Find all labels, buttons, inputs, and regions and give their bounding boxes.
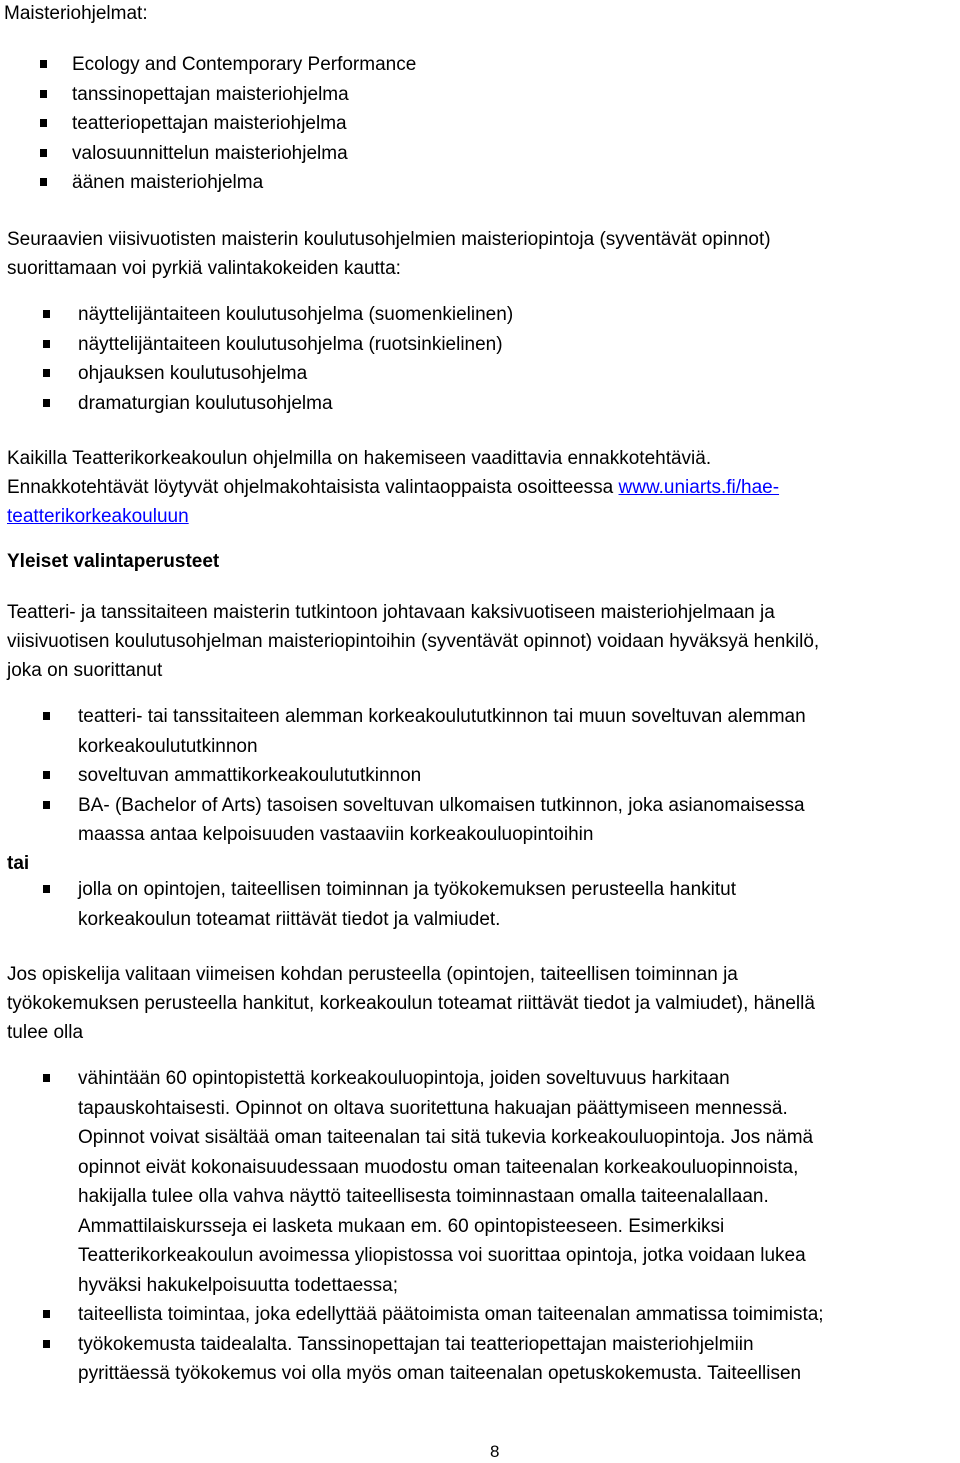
list-item: dramaturgian koulutusohjelma <box>43 389 513 419</box>
bullet-square-icon <box>40 60 47 68</box>
requirements-list <box>43 1064 824 1389</box>
bullet-square-icon <box>43 340 50 348</box>
list-item: jolla on opintojen, taiteellisen toiminnan ja työkokemuksen perusteella hankitut korkeakoulun toteamat riittävät tiedot ja valmiudet. <box>43 875 736 934</box>
bullet-square-icon <box>43 1340 50 1348</box>
list-item: BA- (Bachelor of Arts) tasoisen soveltuvan ulkomaisen tutkinnon, joka asianomaisessa maassa antaa kelpoisuuden vastaaviin korkeakouluopintoihin <box>43 791 806 850</box>
bullet-square-icon <box>40 178 47 186</box>
last-criterion-intro: Jos opiskelija valitaan viimeisen kohdan perusteella (opintojen, taiteellisen toiminnan ja työkokemuksen perusteella hankitut, korkeakoulun toteamat riittävät tiedot ja valmiudet), hänellä tulee olla <box>7 964 815 1043</box>
eligibility-list <box>43 702 806 850</box>
bullet-square-icon <box>43 369 50 377</box>
or-label: tai <box>7 853 30 874</box>
bullet-square-icon <box>43 1310 50 1318</box>
uniarts-link[interactable]: www.uniarts.fi/hae- <box>618 477 780 498</box>
general-intro: Teatteri- ja tanssitaiteen maisterin tutkintoon johtavaan kaksivuotiseen maisteriohjelmaan ja viisivuotisen koulutusohjelman maisteriopintoihin (syventävät opinnot) voidaan hyväksyä henkilö, joka on suorittanut <box>7 602 820 681</box>
bullet-square-icon <box>43 771 50 779</box>
list-item: näyttelijäntaiteen koulutusohjelma (ruotsinkielinen) <box>43 330 513 360</box>
list-item: työkokemusta taidealalta. Tanssinopettajan tai teatteriopettajan maisteriohjelmiin pyrittäessä työkokemus voi olla myös oman taiteenalan opetuskokemusta. Taiteellisen <box>43 1330 824 1389</box>
list-item: taiteellista toimintaa, joka edellyttää päätoimista oman taiteenalan ammatissa toimimista; <box>43 1300 824 1330</box>
bullet-square-icon <box>40 90 47 98</box>
bullet-square-icon <box>43 399 50 407</box>
list-item: Ecology and Contemporary Performance <box>40 50 416 80</box>
five-year-programme-list <box>43 300 513 418</box>
programme-list <box>40 50 416 198</box>
bullet-square-icon <box>43 1074 50 1082</box>
list-item: ohjauksen koulutusohjelma <box>43 359 513 389</box>
section-title: Maisteriohjelmat: <box>4 3 148 24</box>
list-item: näyttelijäntaiteen koulutusohjelma (suomenkielinen) <box>43 300 513 330</box>
list-item: soveltuvan ammattikorkeakoulututkinnon <box>43 761 806 791</box>
bullet-square-icon <box>43 310 50 318</box>
list-item: vähintään 60 opintopistettä korkeakouluopintoja, joiden soveltuvuus harkitaan tapauskohtaisesti. Opinnot on oltava suoritettuna hakuajan päättymiseen mennessä. Opinnot voivat sisältää oman taiteenalan tai sitä tukevia korkeakouluopintoja. Jos nämä opinnot eivät kokonaisuudessaan muodostu oman taiteenalan korkeakouluopinnoista, hakijalla tulee olla vahva näyttö taiteellisesta toiminnastaan omalla taiteenalallaan. Ammattilaiskursseja ei lasketa mukaan em. 60 opintopisteeseen. Esimerkiksi Teatterikorkeakoulun avoimessa yliopistossa voi suorittaa opintoja, jotka voidaan lukea hyväksi hakukelpoisuutta todettaessa; <box>43 1064 824 1300</box>
list-item: valosuunnittelun maisteriohjelma <box>40 139 416 169</box>
list-item: tanssinopettajan maisteriohjelma <box>40 80 416 110</box>
section-heading: Yleiset valintaperusteet <box>7 551 220 572</box>
alternative-list <box>43 875 736 934</box>
pretasks-paragraph: Kaikilla Teatterikorkeakoulun ohjelmilla on hakemiseen vaadittavia ennakkotehtäviä. Ennakkotehtävät löytyvät ohjelmakohtaisista valintaoppaista osoitteessa www.uniarts.fi/hae- teatterikorkeakouluun <box>7 448 780 527</box>
bullet-square-icon <box>40 119 47 127</box>
bullet-square-icon <box>43 712 50 720</box>
list-item: teatteriopettajan maisteriohjelma <box>40 109 416 139</box>
uniarts-link-continued[interactable]: teatterikorkeakouluun <box>7 506 189 527</box>
bullet-square-icon <box>40 149 47 157</box>
bullet-square-icon <box>43 885 50 893</box>
list-item: teatteri- tai tanssitaiteen alemman korkeakoulututkinnon tai muun soveltuvan alemman korkeakoulututkinnon <box>43 702 806 761</box>
bullet-square-icon <box>43 801 50 809</box>
list-item: äänen maisteriohjelma <box>40 168 416 198</box>
page-number: 8 <box>490 1442 500 1461</box>
five-year-intro: Seuraavien viisivuotisten maisterin koulutusohjelmien maisteriopintoja (syventävät opinnot) suorittamaan voi pyrkiä valintakokeiden kautta: <box>7 229 771 279</box>
